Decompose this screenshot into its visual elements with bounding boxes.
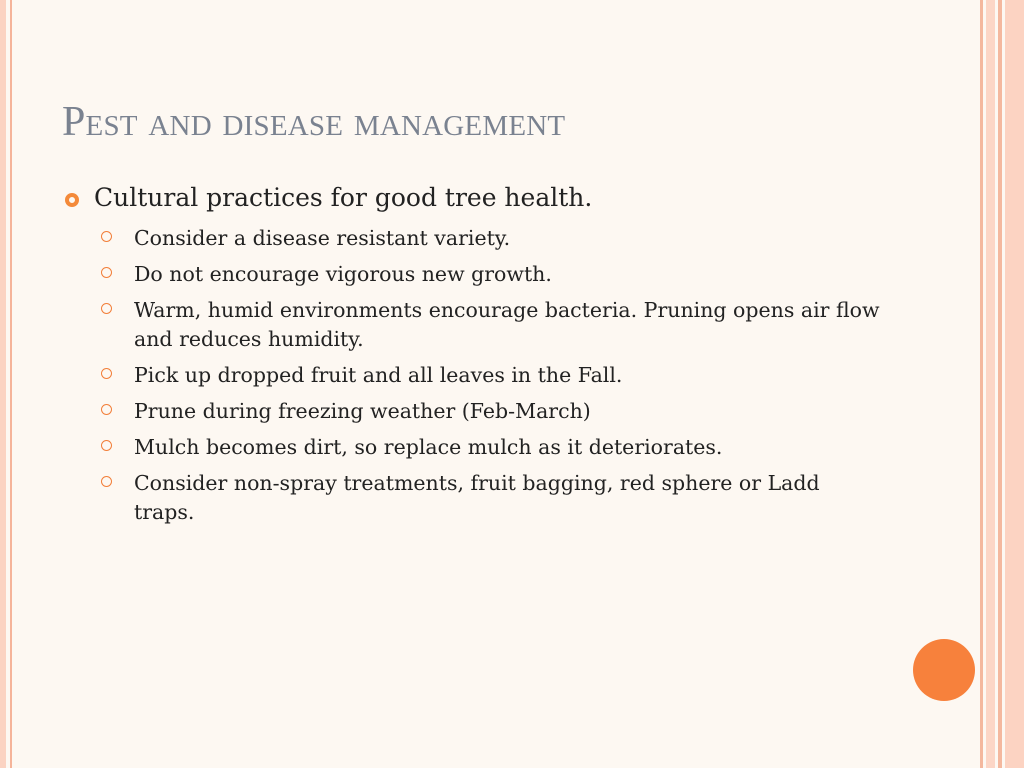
hollow-bullet-icon: [101, 368, 112, 379]
bullet-circle-icon: [65, 193, 79, 207]
list-item-text: Pick up dropped fruit and all leaves in the Fall.: [134, 363, 623, 387]
right-border-line: [980, 0, 983, 768]
left-border-line: [10, 0, 12, 768]
hollow-bullet-icon: [101, 404, 112, 415]
list-item-text: Prune during freezing weather (Feb-March): [134, 399, 591, 423]
list-item: [101, 224, 881, 253]
right-border-band: [986, 0, 995, 768]
right-border-stripe: [1005, 0, 1024, 768]
list-item-text: Consider non-spray treatments, fruit bagging, red sphere or Ladd traps.: [134, 471, 820, 524]
hollow-bullet-icon: [101, 476, 112, 487]
list-item: [101, 361, 881, 390]
decorative-circle: [913, 639, 975, 701]
list-item: [101, 433, 881, 462]
right-border-line-outer: [998, 0, 1002, 768]
list-item-text: Do not encourage vigorous new growth.: [134, 262, 552, 286]
list-item-text: Mulch becomes dirt, so replace mulch as it deteriorates.: [134, 435, 723, 459]
hollow-bullet-icon: [101, 440, 112, 451]
list-item: [101, 397, 881, 426]
slide-title: Pest and disease management: [62, 99, 566, 145]
list-item-text: Consider a disease resistant variety.: [134, 226, 511, 250]
list-item: [101, 260, 881, 289]
left-border-stripe: [0, 0, 6, 768]
hollow-bullet-icon: [101, 303, 112, 314]
hollow-bullet-icon: [101, 267, 112, 278]
list-item-text: Warm, humid environments encourage bacteria. Pruning opens air flow and reduces humidity.: [134, 298, 880, 351]
list-item: [101, 296, 881, 354]
hollow-bullet-icon: [101, 231, 112, 242]
sub-bullet-list: [101, 224, 881, 534]
main-bullet-text: Cultural practices for good tree health.: [94, 183, 593, 212]
list-item: [101, 469, 881, 527]
